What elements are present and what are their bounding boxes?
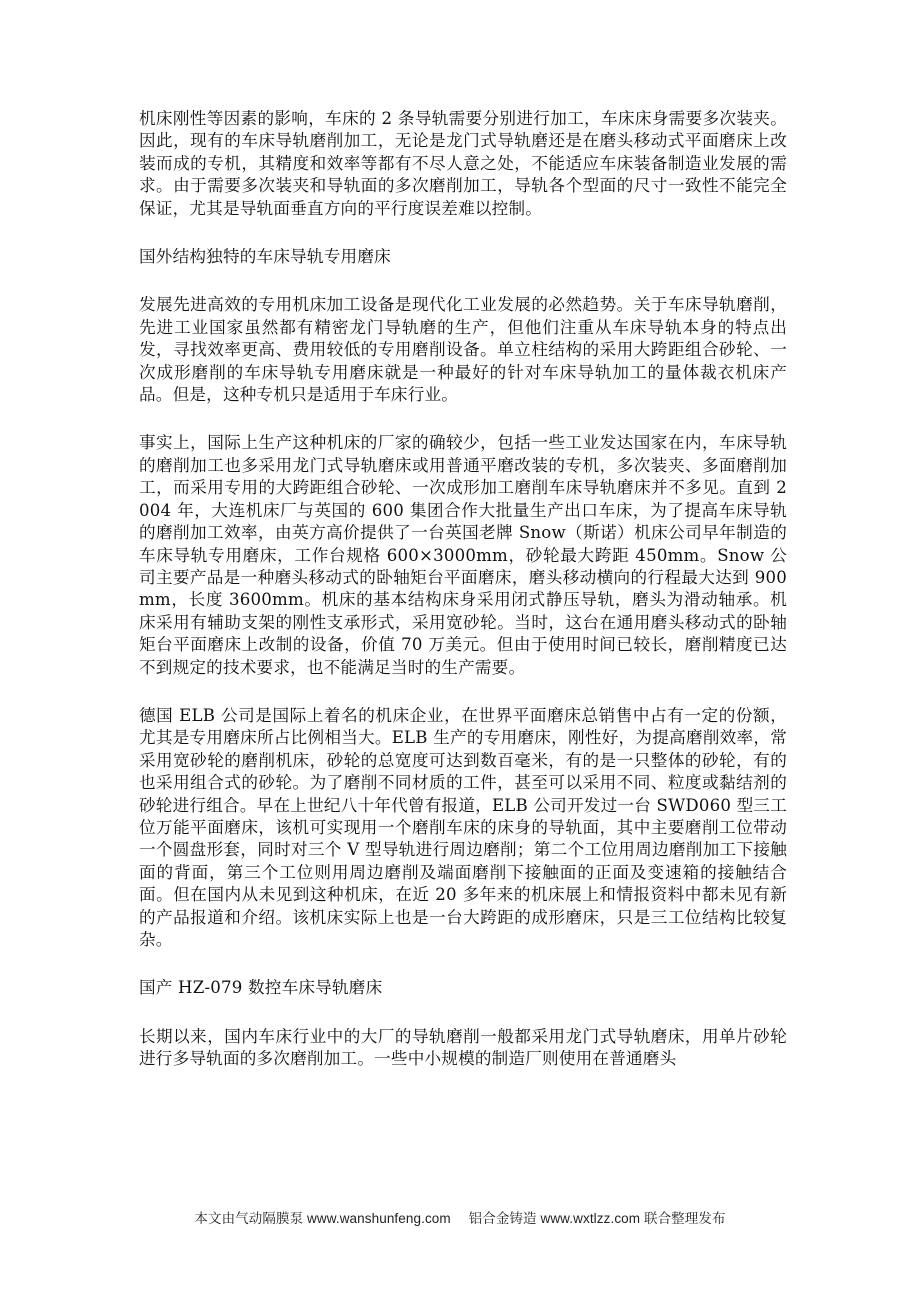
page-footer (0, 1207, 920, 1227)
paragraph-elb: 德国 ELB 公司是国际上着名的机床企业，在世界平面磨床总销售中占有一定的份额，尤其是专用磨床所占比例相当大。ELB 生产的专用磨床，刚性好，为提高磨削效率，常采用宽砂轮的磨削机床，砂轮的总宽度可达到数百毫米，有的是一只整体的砂轮，有的也采用组合式的砂轮。为了磨削不同材质的工件，甚至可以采用不同、粒度或黏结剂的砂轮进行组合。早在上世纪八十年代曾有报道，ELB 公司开发过一台 SWD060 型三工位万能平面磨床，该机可实现用一个磨削车床的床身的导轨面，其中主要磨削工位带动一个圆盘形套，同时对三个 V 型导轨进行周边磨削；第二个工位用周边磨削加工下接触面的背面，第三个工位则用周边磨削及端面磨削下接触面的正面及变速箱的接触结合面。但在国内从未见到这种机床，在近 20 多年来的机床展上和情报资料中都未见有新的产品报道和介绍。该机床实际上也是一台大跨距的成形磨床，只是三工位结构比较复杂。 (139, 705, 787, 949)
paragraph-trend: 发展先进高效的专用机床加工设备是现代化工业发展的必然趋势。关于车床导轨磨削，先进工业国家虽然都有精密龙门导轨磨的生产，但他们注重从车床导轨本身的特点出发，寻找效率更高、费用较低的专用磨削设备。单立柱结构的采用大跨距组合砂轮、一次成形磨削的车床导轨专用磨床就是一种最好的针对车床导轨加工的量体裁衣机床产品。但是，这种专机只是适用于车床行业。 (139, 295, 787, 405)
document-body (139, 108, 787, 1097)
paragraph-fact: 事实上，国际上生产这种机床的厂家的确较少，包括一些工业发达国家在内，车床导轨的磨削加工也多采用龙门式导轨磨床或用普通平磨改装的专机，多次装夹、多面磨削加工，而采用专用的大跨距组合砂轮、一次成形加工磨削车床导轨磨床并不多见。直到 2004 年，大连机床厂与英国的 600 集团合作大批量生产出口车床，为了提高车床导轨的磨削加工效率，由英方高价提供了一台英国老牌 Snow（斯诺）机床公司早年制造的车床导轨专用磨床，工作台规格 600×3000mm，砂轮最大跨距 450mm。Snow 公司主要产品是一种磨头移动式的卧轴矩台平面磨床，磨头移动横向的行程最大达到 900mm，长度 3600mm。机床的基本结构床身采用闭式静压导轨，磨头为滑动轴承。机床采用有辅助支架的刚性支承形式，采用宽砂轮。当时，这台在通用磨头移动式的卧轴矩台平面磨床上改制的设备，价值 70 万美元。但由于使用时间已较长，磨削精度已达不到规定的技术要求，也不能满足当时的生产需要。 (139, 433, 787, 677)
footer-source-1: 本文由气动隔膜泵 www.wanshunfeng.com (194, 1211, 451, 1226)
footer-source-2: 铝合金铸造 www.wxtlzz.com 联合整理发布 (468, 1211, 726, 1226)
section-heading-domestic: 国产 HZ-079 数控车床导轨磨床 (139, 978, 383, 998)
section-heading-foreign: 国外结构独特的车床导轨专用磨床 (139, 247, 391, 267)
paragraph-intro: 机床刚性等因素的影响，车床的 2 条导轨需要分别进行加工，车床床身需要多次装夹。因此，现有的车床导轨磨削加工，无论是龙门式导轨磨还是在磨头移动式平面磨床上改装而成的专机，其精度和效率等都有不尽人意之处，不能适应车床装备制造业发展的需求。由于需要多次装夹和导轨面的多次磨削加工，导轨各个型面的尺寸一致性不能完全保证，尤其是导轨面垂直方向的平行度误差难以控制。 (139, 109, 787, 218)
paragraph-domestic: 长期以来，国内车床行业中的大厂的导轨磨削一般都采用龙门式导轨磨床，用单片砂轮进行多导轨面的多次磨削加工。一些中小规模的制造厂则使用在普通磨头 (139, 1026, 787, 1069)
